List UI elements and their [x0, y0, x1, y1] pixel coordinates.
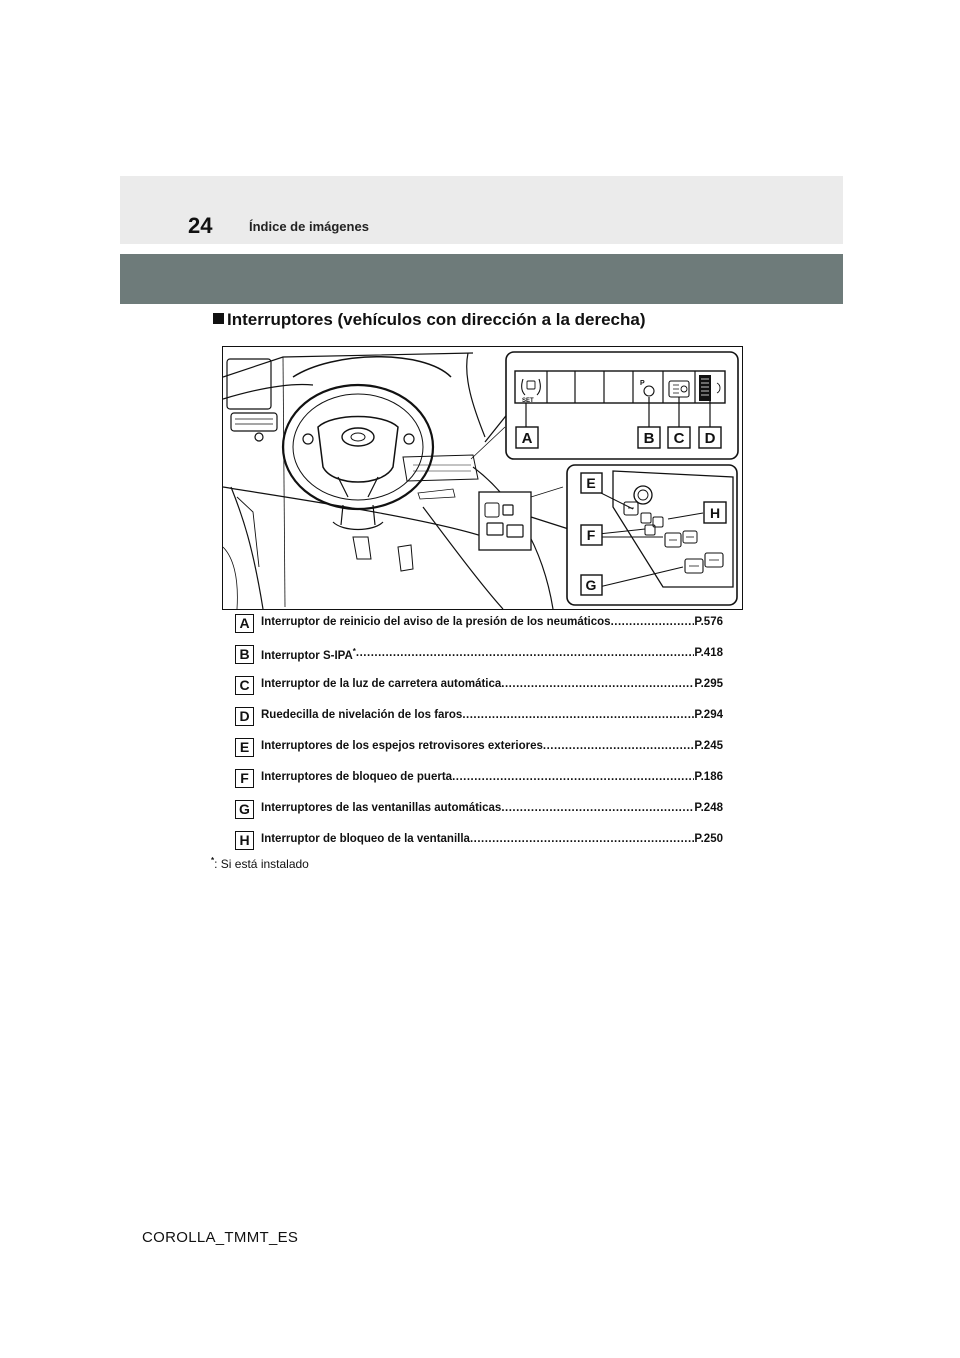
- svg-text:P: P: [640, 380, 645, 387]
- item-page-ref[interactable]: P.250: [694, 833, 723, 845]
- item-page-ref[interactable]: P.294: [694, 709, 723, 721]
- list-item[interactable]: [235, 769, 725, 791]
- steering-wheel-shape: [283, 385, 433, 509]
- switch-illustration: [222, 346, 743, 610]
- center-screen-shape: [227, 359, 271, 409]
- list-item[interactable]: [235, 707, 725, 729]
- section-title-text: Interruptores (vehículos con dirección a la derecha): [227, 310, 646, 329]
- list-item[interactable]: [235, 676, 725, 698]
- door-switch-panel-shape: [479, 492, 531, 550]
- svg-text:F: F: [586, 527, 596, 543]
- svg-text:B: B: [643, 430, 655, 447]
- square-bullet-icon: [213, 313, 224, 324]
- item-label: Interruptores de los espejos retrovisores exteriores: [261, 740, 543, 752]
- item-page-ref[interactable]: P.418: [694, 647, 723, 659]
- item-label: Interruptor de la luz de carretera automática: [261, 678, 502, 690]
- item-letter-badge: H: [235, 831, 254, 850]
- item-letter-badge: F: [235, 769, 254, 788]
- svg-text:H: H: [709, 505, 721, 521]
- item-letter-badge: C: [235, 676, 254, 695]
- document-code: COROLLA_TMMT_ES: [142, 1229, 299, 1246]
- item-label: Ruedecilla de nivelación de los faros: [261, 709, 463, 721]
- list-item[interactable]: [235, 800, 725, 822]
- footnote: [211, 856, 309, 871]
- item-letter-badge: A: [235, 614, 254, 633]
- list-item[interactable]: [235, 614, 725, 636]
- list-item[interactable]: [235, 738, 725, 760]
- svg-text:C: C: [673, 430, 685, 447]
- svg-text:A: A: [521, 430, 533, 447]
- item-label: Interruptor S-IPA: [261, 649, 353, 662]
- item-label: Interruptor de bloqueo de la ventanilla: [261, 833, 470, 845]
- item-letter-badge: G: [235, 800, 254, 819]
- item-page-ref[interactable]: P.248: [694, 802, 723, 814]
- page-number: 24: [188, 213, 213, 238]
- set-switch-text: SET: [522, 398, 534, 404]
- item-page-ref[interactable]: P.295: [694, 678, 723, 690]
- svg-text:D: D: [704, 430, 716, 447]
- footnote-marker: *: [211, 856, 215, 865]
- svg-text:E: E: [586, 475, 596, 491]
- footnote-text: : Si está instalado: [214, 857, 309, 871]
- header-section-title: Índice de imágenes: [249, 219, 369, 234]
- item-letter-badge: E: [235, 738, 254, 757]
- section-title: [213, 310, 646, 330]
- list-item[interactable]: [235, 831, 725, 853]
- item-letter-badge: B: [235, 645, 254, 664]
- svg-text:G: G: [585, 577, 597, 593]
- item-letter-badge: D: [235, 707, 254, 726]
- item-label: Interruptores de las ventanillas automáticas: [261, 802, 502, 814]
- item-page-ref[interactable]: P.186: [694, 771, 723, 783]
- item-page-ref[interactable]: P.576: [694, 616, 723, 628]
- item-marker: *: [352, 647, 356, 656]
- header-dark-band: [120, 254, 843, 304]
- item-label: Interruptor de reinicio del aviso de la presión de los neumáticos: [261, 616, 611, 628]
- item-page-ref[interactable]: P.245: [694, 740, 723, 752]
- item-label: Interruptores de bloqueo de puerta: [261, 771, 453, 783]
- list-item[interactable]: [235, 645, 725, 667]
- header-band: [120, 176, 843, 244]
